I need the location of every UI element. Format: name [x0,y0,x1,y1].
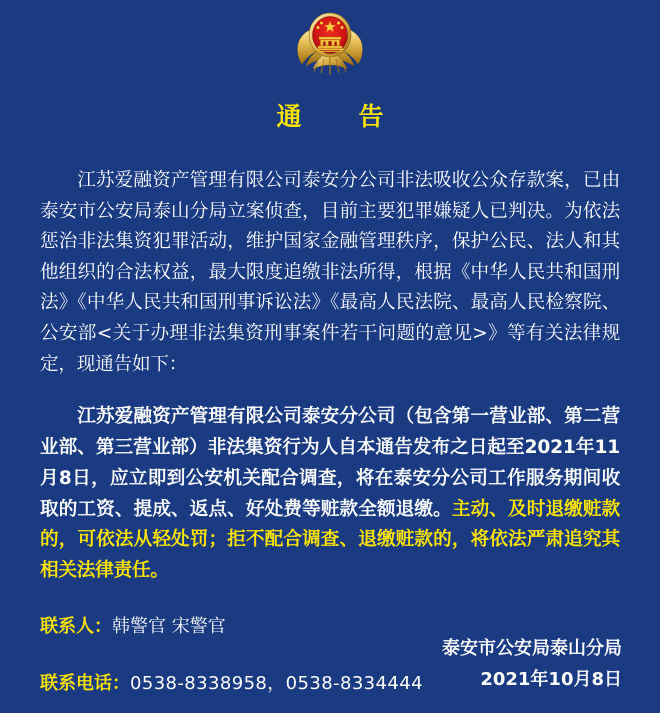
directive-highlighted-text: 主动、及时退缴赃款的，可依法从轻处罚；拒不配合调查、退缴赃款的，将依法严肃追究其相关法律责任。 [40,498,620,582]
page-title: 通 告 [276,102,400,131]
emblem-container [0,6,660,78]
signature-block [442,633,622,695]
contact-person-label: 联系人： [40,615,112,637]
paragraph-introduction: 江苏爱融资产管理有限公司泰安分公司非法吸收公众存款案，已由泰安市公安局泰山分局立案侦查，目前主要犯罪嫌疑人已判决。为依法惩治非法集资犯罪活动，维护国家金融管理秩序，保护公民、法人和其他组织的合法权益，最大限度追缴非法所得，根据《中华人民共和国刑法》《中华人民共和国刑事诉讼法》《最高人民法院、最高人民检察院、公安部<关于办理非法集资刑事案件若干问题的意见>》等有关法律规定，现通告如下： [40,170,620,375]
issuing-authority: 泰安市公安局泰山分局 [442,638,622,659]
notice-body [40,166,620,698]
china-police-badge-icon [292,9,368,75]
contact-phone-label: 联系电话： [40,672,130,694]
paragraph-main-directive [40,402,620,587]
contact-phone-value: 0538-8338958，0538-8334444 [130,672,423,694]
contact-person-value: 韩警官 宋警官 [112,615,226,637]
directive-white-text: 江苏爱融资产管理有限公司泰安分公司（包含第一营业部、第二营业部、第三营业部）非法集资行为人自本通告发布之日起至2021年11月8日，应立即到公安机关配合调查，将在泰安分公司工作服务期间收取的工资、提成、返点、好处费等赃款全额退缴。 [40,406,620,520]
issue-date: 2021年10月8日 [480,669,622,690]
